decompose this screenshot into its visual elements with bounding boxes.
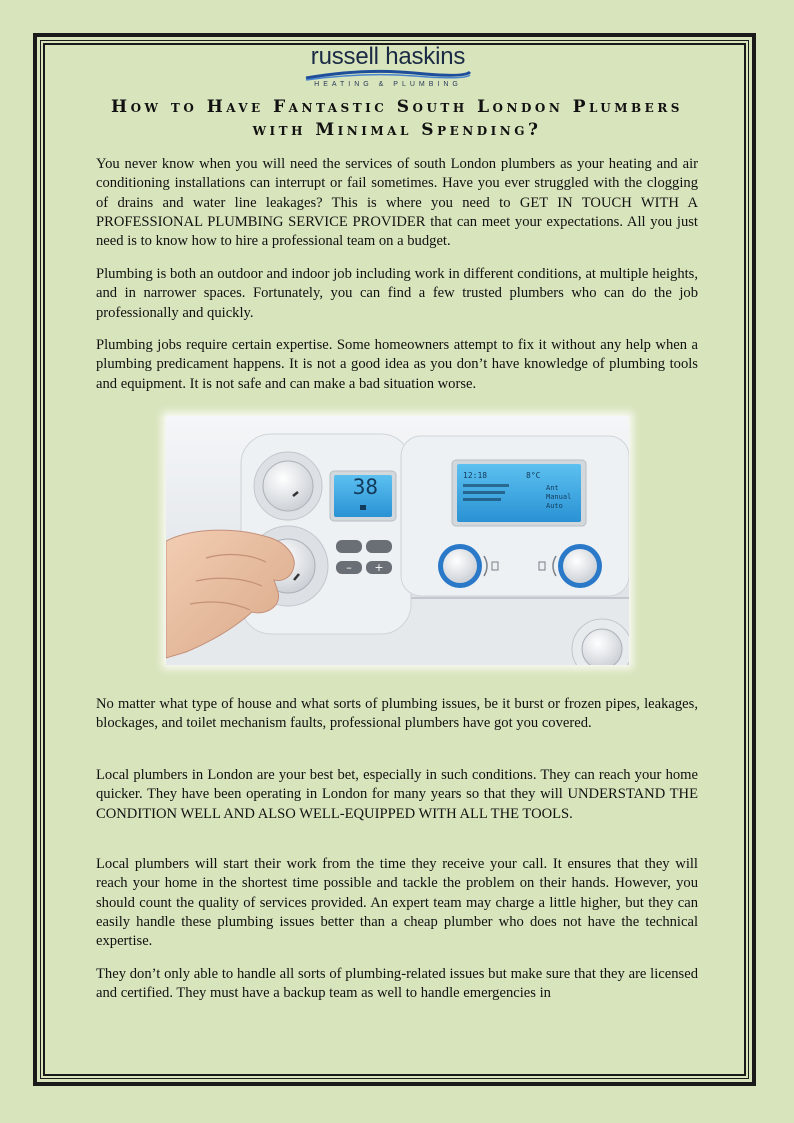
lcd-right-temp: 8°C: [526, 471, 541, 480]
lcd-right-time: 12:18: [463, 471, 488, 480]
lcd-right-status-2: Manual: [546, 493, 572, 501]
paragraph-6: Local plumbers will start their work from the time they receive your call. It ensures that they will reach your home in the shortest time possible and tackle the problem on their hands. However, you should count the quality of services provided. An expert team may charge a little higher, but they can easily handle these plumbing issues better than a cheap plumber who does not have the technical expertise.: [96, 856, 698, 950]
paragraph-2: Plumbing is both an outdoor and indoor job including work in different conditions, at multiple heights, and in narrower spaces. Fortunately, you can find a few trusted plumbers who can do the job professionally and quickly.: [96, 266, 698, 321]
svg-text:–: –: [346, 561, 352, 574]
lcd-right-status-3: Auto: [546, 502, 563, 510]
paragraph-1: You never know when you will need the services of south London plumbers as your heating and air conditioning installations can interrupt or fail sometimes. Have you ever struggled with the clogging of drains and water line leakages? This is where you need to GET IN TOUCH WITH A PROFESSIONAL PLUMBING SERVICE PROVIDER that can meet your expectations. All you just need is to know how to hire a professional team on a budget.: [96, 156, 698, 250]
lcd-left-readout: 38: [352, 475, 378, 499]
logo-subtitle: HEATING & PLUMBING: [314, 81, 462, 88]
company-logo: [300, 44, 476, 90]
svg-text:+: +: [374, 561, 384, 574]
paragraph-5: Local plumbers in London are your best bet, especially in such conditions. They can reach your home quicker. They have been operating in London for many years so that they will UNDERSTAND THE CONDITION WELL AND ALSO WELL-EQUIPPED WITH ALL THE TOOLS.: [96, 767, 698, 822]
lcd-right-status-1: Ant: [546, 484, 559, 492]
page-title: How to Have Fantastic South London Plumbers with Minimal Spending?: [111, 97, 683, 140]
boiler-control-photo: [166, 416, 629, 665]
logo-swoosh-icon: [304, 68, 472, 82]
paragraph-7: They don’t only able to handle all sorts of plumbing-related issues but make sure that they are licensed and certified. They must have a backup team as well to handle emergencies in: [96, 966, 698, 1002]
paragraph-4: No matter what type of house and what sorts of plumbing issues, be it burst or frozen pipes, leakages, blockages, and toilet mechanism faults, professional plumbers have got you covered.: [96, 696, 698, 732]
logo-name: russell haskins: [310, 43, 466, 70]
paragraph-3: Plumbing jobs require certain expertise. Some homeowners attempt to fix it without any help when a plumbing predicament happens. It is not a good idea as you don’t have knowledge of plumbing tools and equipment. It is not safe and can make a bad situation worse.: [96, 337, 698, 392]
